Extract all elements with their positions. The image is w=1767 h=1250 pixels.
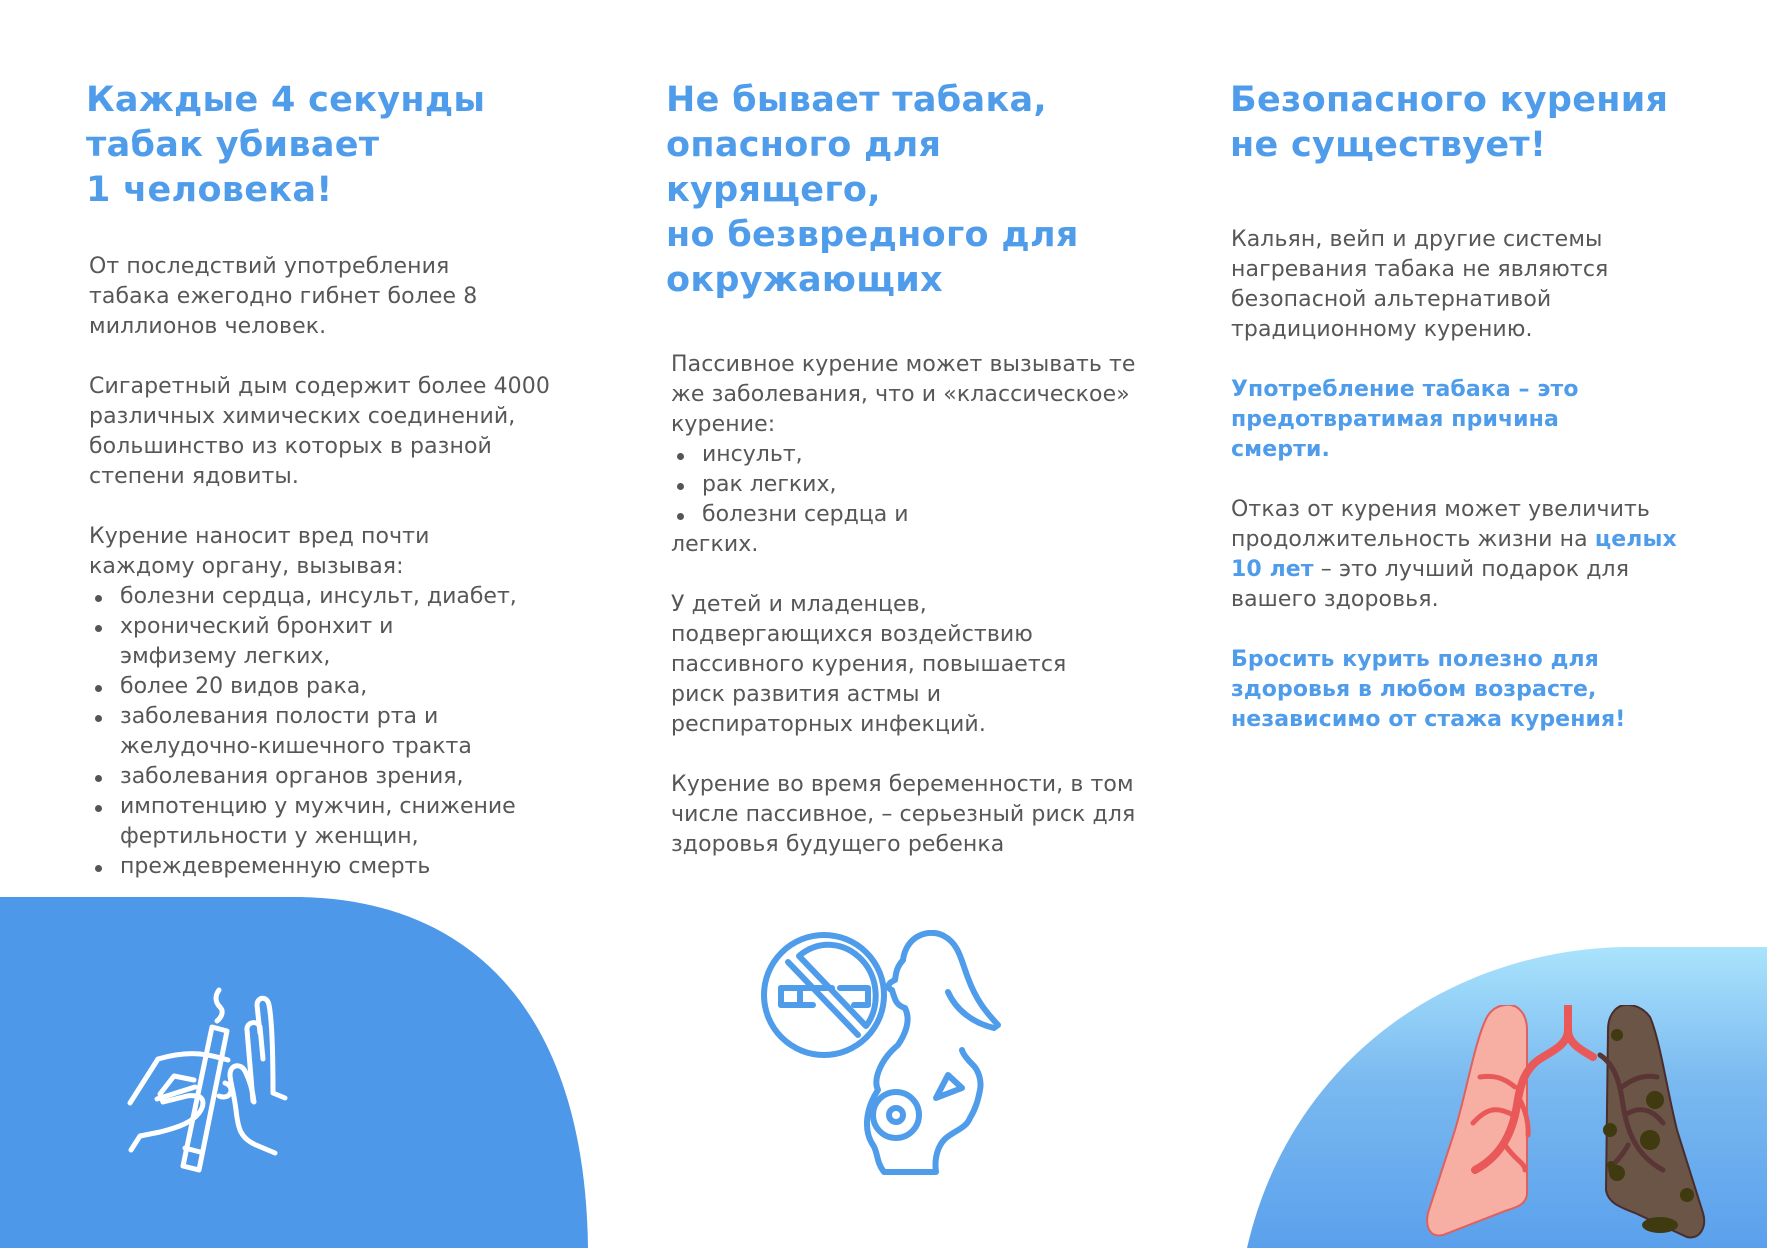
heading-line: Каждые 4 секунды: [86, 80, 486, 120]
heading-line: табак убивает: [86, 125, 380, 165]
list-item: заболевания полости рта и желудочно-кишечного тракта: [89, 702, 529, 762]
paragraph-deaths-per-year: От последствий употребления табака ежегодно гибнет более 8 миллионов человек.: [89, 254, 478, 339]
column-no-safe-smoking: [1230, 78, 1750, 732]
column-tobacco-kills: [86, 78, 586, 879]
list-item: заболевания органов зрения,: [89, 762, 609, 792]
heading-line: Безопасного курения: [1230, 80, 1669, 120]
pregnant-woman-icon: [867, 933, 998, 1172]
smoker-lung-icon: [1568, 1005, 1704, 1237]
list-item: импотенцию у мужчин, снижение фертильности у женщин,: [89, 792, 589, 852]
paragraph-smoke-chemicals: Сигаретный дым содержит более 4000 различных химических соединений, большинство из которых в разной степени ядовиты.: [89, 374, 550, 489]
list-item: хронический бронхит и эмфизему легких,: [89, 612, 459, 672]
heading-line: но безвредного для: [666, 215, 1079, 255]
no-smoking-pregnant-woman-icon: [748, 930, 1018, 1180]
column3-body: [1231, 225, 1751, 735]
passive-disease-list: [671, 440, 1191, 530]
paragraph-pregnancy-risk: Курение во время беременности, в том числе пассивное, – серьезный риск для здоровья будущего ребенка: [671, 772, 1136, 857]
heading-line: Не бывает табака,: [666, 80, 1048, 120]
heading-line: курящего,: [666, 170, 881, 210]
quit-text-before: Отказ от курения может увеличить продолжительность жизни на: [1231, 497, 1650, 552]
list-item: инсульт,: [671, 440, 1191, 470]
highlight-quit-any-age: Бросить курить полезно для здоровья в любом возрасте, независимо от стажа курения!: [1231, 647, 1626, 732]
column1-body: [89, 252, 609, 882]
heading-no-safe-smoking: [1230, 78, 1750, 168]
heading-line: не существует!: [1230, 125, 1547, 165]
list-item: рак легких,: [671, 470, 1191, 500]
hand-refusing-cigarette-icon: [120, 985, 360, 1175]
list-item: более 20 видов рака,: [89, 672, 609, 702]
heading-tobacco-kills: [86, 78, 586, 213]
paragraph-passive-intro: Пассивное курение может вызывать те же заболевания, что и «классическое» курение:: [671, 352, 1136, 437]
list-item: болезни сердца и: [671, 500, 1191, 530]
list-tail: легких.: [671, 532, 759, 557]
paragraph-children-risk: У детей и младенцев, подвергающихся воздействию пассивного курения, повышается риск развития астмы и респираторных инфекций.: [671, 592, 1067, 737]
column2-body: [671, 350, 1191, 860]
column-passive-smoking: [666, 78, 1186, 857]
healthy-lung-icon: [1427, 1005, 1568, 1235]
harm-list: [89, 582, 609, 882]
heading-passive-smoking: [666, 78, 1186, 303]
heading-line: окружающих: [666, 260, 943, 300]
no-smoking-icon: [764, 935, 884, 1055]
heading-line: 1 человека!: [86, 170, 333, 210]
list-item: преждевременную смерть: [89, 852, 609, 882]
highlight-preventable-death: Употребление табака – это предотвратимая причина смерти.: [1231, 377, 1579, 462]
heading-line: опасного для: [666, 125, 942, 165]
quit-years-accent: целых 10 лет: [1231, 527, 1677, 582]
list-item: болезни сердца, инсульт, диабет,: [89, 582, 609, 612]
paragraph-quit-benefit: [1231, 495, 1701, 615]
paragraph-alternatives: Кальян, вейп и другие системы нагревания табака не являются безопасной альтернативой традиционному курению.: [1231, 227, 1609, 342]
paragraph-harm-organs: Курение наносит вред почти каждому органу, вызывая:: [89, 524, 430, 579]
healthy-vs-smoker-lungs-icon: [1425, 1005, 1710, 1240]
quit-text-after: – это лучший подарок для вашего здоровья.: [1231, 557, 1630, 612]
